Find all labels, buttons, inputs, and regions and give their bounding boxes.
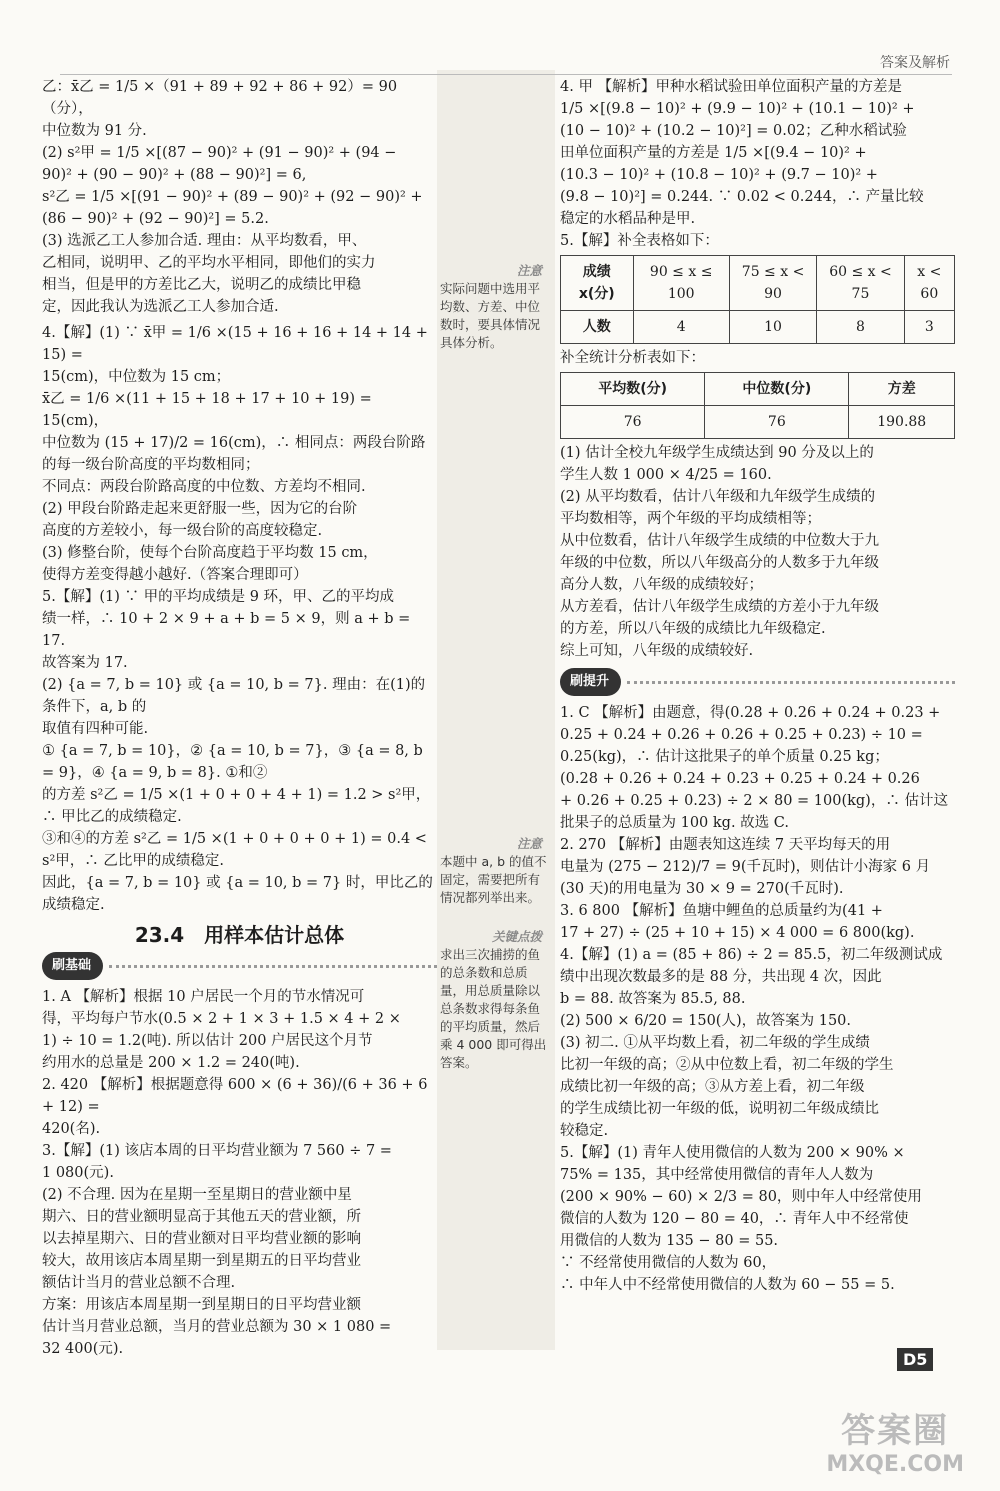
dotted-divider bbox=[627, 681, 955, 684]
side-note-title: 注意 bbox=[516, 836, 542, 851]
text-line: 1. C 【解析】由题意，得(0.28 + 0.26 + 0.24 + 0.23 + bbox=[560, 705, 941, 721]
text-line: 2. 420 【解析】根据题意得 600 × (6 + 36)/(6 + 36 + 6 + 12) = bbox=[42, 1077, 428, 1115]
table-cell: 平均数(分) bbox=[561, 373, 705, 406]
text-line: 期六、日的营业额明显高于其他五天的营业额，所 bbox=[42, 1209, 361, 1225]
right-block-a bbox=[560, 76, 955, 252]
text-line: ∵ 不经常使用微信的人数为 60， bbox=[560, 1255, 777, 1271]
header-divider bbox=[60, 74, 952, 75]
watermark bbox=[826, 1403, 964, 1477]
text-line: 从方差看，估计八年级学生成绩的方差小于九年级 bbox=[560, 599, 879, 615]
text-line: 3. 6 800 【解析】鱼塘中鲤鱼的总质量约为(41 + bbox=[560, 903, 883, 919]
text-line: 约用水的总量是 200 × 1.2 = 240(吨). bbox=[42, 1055, 300, 1071]
text-line: (2) s²甲 = 1/5 ×[(87 − 90)² + (91 − 90)² + (94 − bbox=[42, 145, 397, 161]
text-line: 1/5 ×[(9.8 − 10)² + (9.9 − 10)² + (10.1 − 10)² + bbox=[560, 101, 915, 117]
text-line: 4.【解】(1) a = (85 + 86) ÷ 2 = 85.5，初二年级测试成 bbox=[560, 947, 943, 963]
text-line: (0.28 + 0.26 + 0.24 + 0.23 + 0.25 + 0.24 + 0.26 bbox=[560, 771, 920, 787]
table-row bbox=[561, 311, 955, 344]
text-line: 平均数相等，两个年级的平均成绩相等； bbox=[560, 511, 821, 527]
text-line: ③和④的方差 s²乙 = 1/5 ×(1 + 0 + 0 + 0 + 1) = 0.4 < bbox=[42, 831, 427, 847]
text-line: 成绩比初一年级的高；③从方差上看，初二年级 bbox=[560, 1079, 865, 1095]
dotted-divider bbox=[109, 965, 437, 968]
text-line: (3) 初二. ①从平均数上看，初二年级的学生成绩 bbox=[560, 1035, 870, 1051]
text-line: 微信的人数为 120 − 80 = 40，∴ 青年人中不经常使 bbox=[560, 1211, 909, 1227]
text-line: 中位数为 (15 + 17)/2 = 16(cm)，∴ 相同点：两段台阶路 bbox=[42, 435, 426, 451]
text-line: 不同点：两段台阶路高度的中位数、方差均不相同. bbox=[42, 479, 366, 495]
table-cell: 4 bbox=[633, 311, 729, 344]
text-line: b = 88. 故答案为 85.5, 88. bbox=[560, 991, 746, 1007]
table-row bbox=[561, 256, 955, 311]
left-block-b bbox=[42, 322, 437, 916]
text-line: 2. 270 【解析】由题表知这连续 7 天平均每天的用 bbox=[560, 837, 891, 853]
text-line: 相当，但是甲的方差比乙大，说明乙的成绩比甲稳 bbox=[42, 277, 361, 293]
text-line: (2) 甲段台阶路走起来更舒服一些，因为它的台阶 bbox=[42, 501, 358, 517]
text-line: 因此，{a = 7, b = 10} 或 {a = 10, b = 7} 时，甲比乙的成绩稳定. bbox=[42, 875, 433, 913]
text-line: 15(cm)，中位数为 15 cm； bbox=[42, 369, 231, 385]
text-line: 综上可知，八年级的成绩较好. bbox=[560, 643, 754, 659]
text-line: 学生人数 1 000 × 4/25 = 160. bbox=[560, 467, 772, 483]
side-note-text: 求出三次捕捞的鱼的总条数和总质量，用总质量除以总条数求得每条鱼的平均质量，然后乘 4 000 即可得出答案。 bbox=[440, 947, 547, 1070]
text-line: 的学生成绩比初一年级的低，说明初二年级成绩比 bbox=[560, 1101, 879, 1117]
score-table bbox=[560, 255, 955, 344]
improve-pill: 刷提升 bbox=[560, 668, 621, 696]
table-cell: 60 ≤ x < 75 bbox=[817, 256, 904, 311]
text-line: 比初一年级的高；②从中位数上看，初二年级的学生 bbox=[560, 1057, 894, 1073]
text-line: 的方差，所以八年级的成绩比九年级稳定. bbox=[560, 621, 826, 637]
table-row bbox=[561, 406, 955, 439]
text-line: 绩一样，∴ 10 + 2 × 9 + a + b = 5 × 9，则 a + b = 17. bbox=[42, 611, 411, 649]
text-line: 高度的方差较小，每一级台阶的高度较稳定. bbox=[42, 523, 323, 539]
text-line: 从中位数看，估计八年级学生成绩的中位数大于九 bbox=[560, 533, 879, 549]
table-cell: 76 bbox=[705, 406, 849, 439]
text-line: 75% = 135，其中经常使用微信的青年人人数为 bbox=[560, 1167, 874, 1183]
table-cell: 190.88 bbox=[849, 406, 955, 439]
text-line: (3) 修整台阶，使每个台阶高度趋于平均数 15 cm， bbox=[42, 545, 378, 561]
text-line: 用微信的人数为 135 − 80 = 55. bbox=[560, 1233, 779, 1249]
text-line: (200 × 90% − 60) × 2/3 = 80，则中年人中经常使用 bbox=[560, 1189, 922, 1205]
right-column bbox=[560, 76, 955, 1296]
table-cell: 90 ≤ x ≤ 100 bbox=[633, 256, 729, 311]
left-block-a bbox=[42, 76, 437, 318]
table-cell: 成绩 x(分) bbox=[561, 256, 634, 311]
text-line: 得，平均每户节水(0.5 × 2 + 1 × 3 + 1.5 × 4 + 2 × bbox=[42, 1011, 401, 1027]
text-line: 使得方差变得越小越好.（答案合理即可） bbox=[42, 567, 308, 583]
text-line: 的方差 s²乙 = 1/5 ×(1 + 0 + 0 + 4 + 1) = 1.2 > s²甲， bbox=[42, 787, 431, 803]
text-line: 的每一级台阶高度的平均数相同； bbox=[42, 457, 260, 473]
text-line: 较稳定. bbox=[560, 1123, 609, 1139]
text-line: x̄乙 = 1/6 ×(11 + 15 + 18 + 17 + 10 + 19) = 15(cm)， bbox=[42, 391, 372, 429]
text-line: (2) 不合理. 因为在星期一至星期日的营业额中星 bbox=[42, 1187, 352, 1203]
text-line: (3) 选派乙工人参加合适. 理由：从平均数看，甲、 bbox=[42, 233, 367, 249]
text-line: (10 − 10)² + (10.2 − 10)²] = 0.02；乙种水稻试验 bbox=[560, 123, 907, 139]
text-line: s²乙 = 1/5 ×[(91 − 90)² + (89 − 90)² + (92 − 90)² + bbox=[42, 189, 423, 205]
text-line: (2) 从平均数看，估计八年级和九年级学生成绩的 bbox=[560, 489, 876, 505]
text-line: 批果子的总质量为 100 kg. 故选 C. bbox=[560, 815, 789, 831]
side-note-2 bbox=[440, 835, 550, 907]
text-line: 估计当月营业总额，当月的营业总额为 30 × 1 080 = bbox=[42, 1319, 392, 1335]
text-line: ① {a = 7, b = 10}，② {a = 10, b = 7}，③ {a = 8, b = 9}，④ {a = 9, b = 8}. ①和② bbox=[42, 743, 423, 781]
text-line: 稳定的水稻品种是甲. bbox=[560, 211, 696, 227]
page-number: D5 bbox=[897, 1348, 933, 1371]
table-cell: 76 bbox=[561, 406, 705, 439]
text-line: 4.【解】(1) ∵ x̄甲 = 1/6 ×(15 + 16 + 16 + 14 + 14 + 15) = bbox=[42, 325, 428, 363]
table-cell: 3 bbox=[904, 311, 954, 344]
table-cell: x < 60 bbox=[904, 256, 954, 311]
section-title: 23.4 用样本估计总体 bbox=[134, 923, 345, 947]
text-line: (2) {a = 7, b = 10} 或 {a = 10, b = 7}. 理由：在(1)的条件下，a, b 的 bbox=[42, 677, 426, 715]
text-line: 较大，故用该店本周星期一到星期五的日平均营业 bbox=[42, 1253, 361, 1269]
text-line: 5.【解】补全表格如下： bbox=[560, 233, 719, 249]
text-line: 电量为 (275 − 212)/7 = 9(千瓦时)，则估计小海家 6 月 bbox=[560, 859, 931, 875]
text-line: 4. 甲 【解析】甲种水稻试验田单位面积产量的方差是 bbox=[560, 79, 903, 95]
text-line: (30 天)的用电量为 30 × 9 = 270(千瓦时). bbox=[560, 881, 844, 897]
right-block-c bbox=[560, 702, 955, 1296]
text-line: 年级的中位数，所以八年级高分的人数多于九年级 bbox=[560, 555, 879, 571]
side-note-title: 关键点拨 bbox=[491, 929, 542, 944]
text-line: 额估计当月的营业总额不合理. bbox=[42, 1275, 236, 1291]
table-cell: 中位数(分) bbox=[705, 373, 849, 406]
text-line: ∴ 中年人中不经常使用微信的人数为 60 − 55 = 5. bbox=[560, 1277, 895, 1293]
text-line: (86 − 90)² + (92 − 90)²] = 5.2. bbox=[42, 211, 269, 227]
side-note-3 bbox=[440, 928, 550, 1072]
text-line: s²甲，∴ 乙比甲的成绩稳定. bbox=[42, 853, 224, 869]
text-line: 32 400(元). bbox=[42, 1341, 124, 1357]
right-block-b bbox=[560, 442, 955, 662]
table-cell: 人数 bbox=[561, 311, 634, 344]
left-column bbox=[42, 76, 437, 1360]
text-line: 方案：用该店本周星期一到星期日的日平均营业额 bbox=[42, 1297, 361, 1313]
text-line: 1 080(元). bbox=[42, 1165, 114, 1181]
text-line: 田单位面积产量的方差是 1/5 ×[(9.4 − 10)² + bbox=[560, 145, 867, 161]
text-line: 中位数为 91 分. bbox=[42, 123, 147, 139]
side-note-1 bbox=[440, 262, 550, 352]
watermark-brand: 答案圈 bbox=[841, 1411, 950, 1451]
text-line: 绩中出现次数最多的是 88 分，共出现 4 次，因此 bbox=[560, 969, 882, 985]
text-line: 420(名). bbox=[42, 1121, 101, 1137]
text-line: (1) 估计全校九年级学生成绩达到 90 分及以上的 bbox=[560, 445, 874, 461]
text-line: 定，因此我认为选派乙工人参加合适. bbox=[42, 299, 279, 315]
text-line: 0.25(kg)，∴ 估计这批果子的单个质量 0.25 kg； bbox=[560, 749, 889, 765]
text-line: 17 + 27) ÷ (25 + 10 + 15) × 4 000 = 6 800(kg). bbox=[560, 925, 915, 941]
table-cell: 75 ≤ x < 90 bbox=[729, 256, 816, 311]
side-note-text: 本题中 a, b 的值不固定，需要把所有情况都列举出来。 bbox=[440, 854, 547, 905]
text-line: 1) ÷ 10 = 1.2(吨). 所以估计 200 户居民这个月节 bbox=[42, 1033, 373, 1049]
text-line: 3.【解】(1) 该店本周的日平均营业额为 7 560 ÷ 7 = bbox=[42, 1143, 392, 1159]
text-line: 5.【解】(1) ∵ 甲的平均成绩是 9 环，甲、乙的平均成 bbox=[42, 589, 395, 605]
text-line: 90)² + (90 − 90)² + (88 − 90)²] = 6, bbox=[42, 167, 307, 183]
table-cell: 方差 bbox=[849, 373, 955, 406]
table-row bbox=[561, 373, 955, 406]
table-cell: 8 bbox=[817, 311, 904, 344]
side-note-text: 实际问题中选用平均数、方差、中位数时，要具体情况具体分析。 bbox=[440, 281, 541, 350]
basic-banner bbox=[42, 952, 437, 980]
table-cell: 10 bbox=[729, 311, 816, 344]
text-line: 1. A 【解析】根据 10 户居民一个月的节水情况可 bbox=[42, 989, 365, 1005]
text-line: 0.25 + 0.24 + 0.26 + 0.26 + 0.25 + 0.23) ÷ 10 = bbox=[560, 727, 923, 743]
text-line: (2) 500 × 6/20 = 150(人)，故答案为 150. bbox=[560, 1013, 852, 1029]
text-line: 以去掉星期六、日的营业额对日平均营业额的影响 bbox=[42, 1231, 361, 1247]
text-line: (9.8 − 10)²] = 0.244. ∵ 0.02 < 0.244，∴ 产量比较 bbox=[560, 189, 924, 205]
page-header: 答案及解析 bbox=[880, 55, 950, 71]
improve-banner bbox=[560, 668, 955, 696]
watermark-url: MXQE.COM bbox=[826, 1452, 964, 1477]
side-note-title: 注意 bbox=[516, 263, 542, 278]
stats-table bbox=[560, 372, 955, 439]
text-line: 5.【解】(1) 青年人使用微信的人数为 200 × 90% × bbox=[560, 1145, 905, 1161]
text-line: 乙相同，说明甲、乙的平均水平相同，即他们的实力 bbox=[42, 255, 376, 271]
text-line: (10.3 − 10)² + (10.8 − 10)² + (9.7 − 10)² + bbox=[560, 167, 878, 183]
text-line: 取值有四种可能. bbox=[42, 721, 149, 737]
basic-pill: 刷基础 bbox=[42, 952, 103, 980]
text-line: ∴ 甲比乙的成绩稳定. bbox=[42, 809, 182, 825]
table2-caption: 补全统计分析表如下： bbox=[560, 350, 705, 366]
text-line: 高分人数，八年级的成绩较好； bbox=[560, 577, 763, 593]
text-line: 故答案为 17. bbox=[42, 655, 128, 671]
text-line: 乙：x̄乙 = 1/5 ×（91 + 89 + 92 + 86 + 92）= 90（分）， bbox=[42, 79, 398, 117]
text-line: + 0.26 + 0.25 + 0.23) ÷ 2 × 80 = 100(kg)，∴ 估计这 bbox=[560, 793, 948, 809]
left-block-c bbox=[42, 986, 437, 1360]
